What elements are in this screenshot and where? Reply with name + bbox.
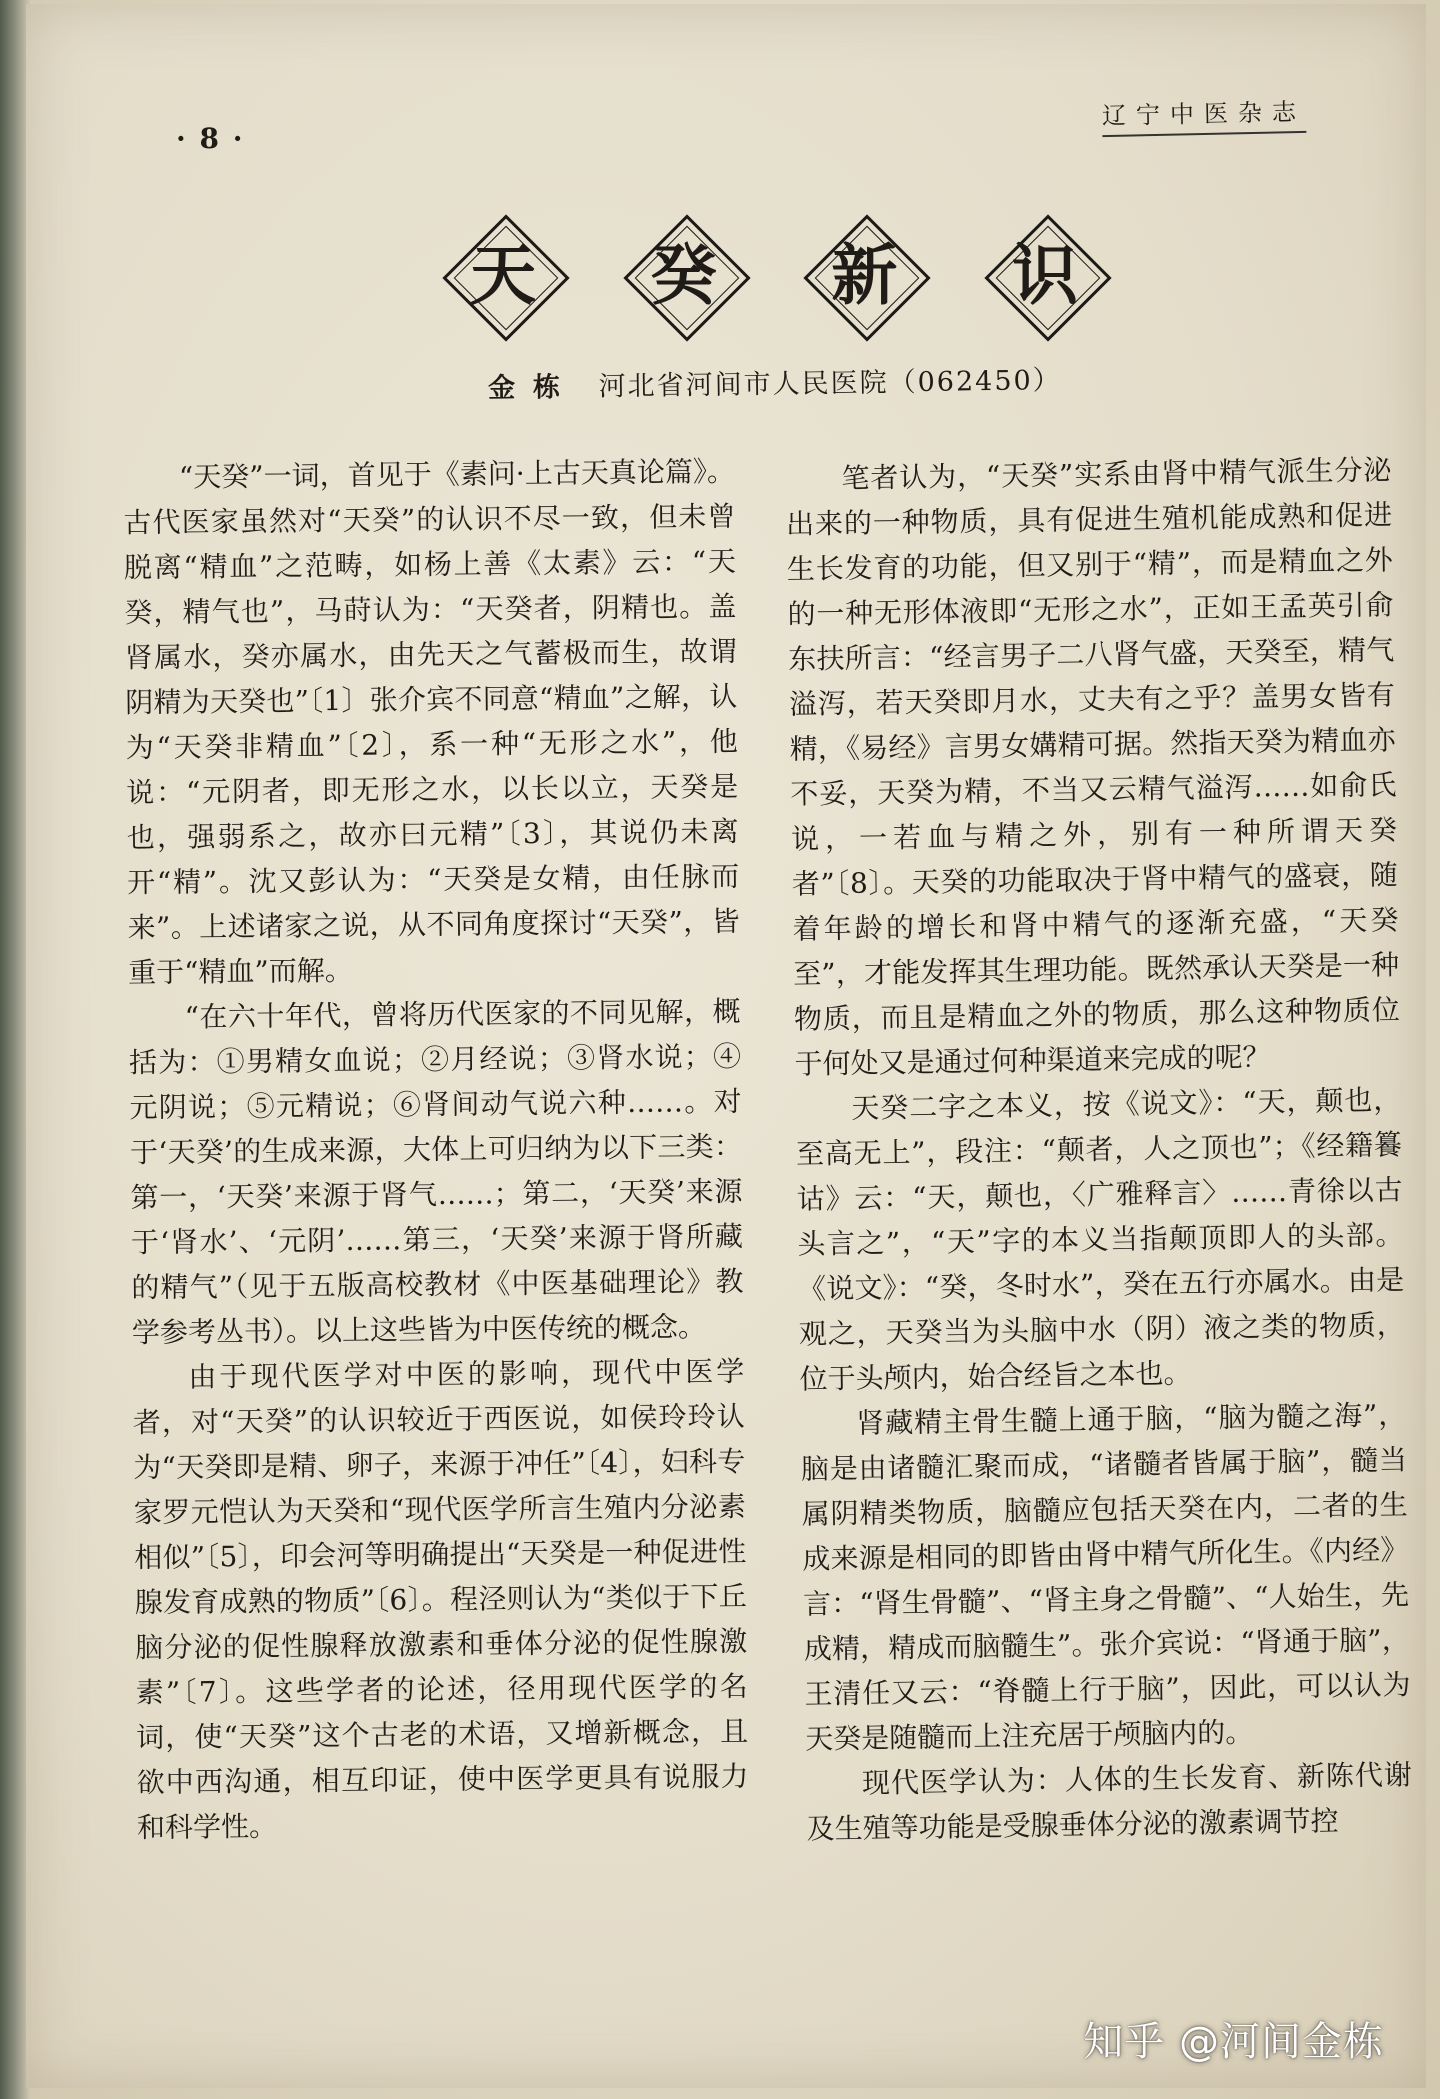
title-char: 癸 [650,236,717,314]
author-name: 金栋 [487,371,579,405]
left-column [123,449,750,1850]
body-paragraph: “天癸”一词，首见于《素问·上古天真论篇》。古代医家虽然对“天癸”的认识不尽一致，但未曾脱离“精血”之范畴，如杨上善《太素》云：“天癸，精气也”，马莳认为：“天癸者，阴精也。盖肾属水，癸亦属水，由先天之气蓄极而生，故谓阴精为天癸也”〔1〕张介宾不同意“精血”之解，认为“天癸非精血”〔2〕，系一种“无形之水”，他说：“元阴者，即无形之水，以长以立，天癸是也，强弱系之，故亦曰元精”〔3〕，其说仍未离开“精”。沈又彭认为：“天癸是女精，由任脉而来”。上述诸家之说，从不同角度探讨“天癸”，皆重于“精血”而解。 [123,454,740,990]
zhihu-watermark: 知乎 @河间金栋 [1083,2019,1384,2065]
bleed-through-text [106,154,117,184]
title-char: 天 [470,236,536,314]
body-paragraph: 肾藏精主骨生髓上通于脑，“脑为髓之海”，脑是由诸髓汇聚而成，“诸髓者皆属于脑”，髓当属阴精类物质，脑髓应包括天癸在内，二者的生成来源是相同的即皆由肾中精气所化生。《内经》言：“肾生骨髓”、“肾主身之骨髓”、“人始生，先成精，精成而脑髓生”。张介宾说：“肾通于脑”，王清任又云：“脊髓上行于脑”，因此，可以认为天癸是随髓而上注充居于颅脑内的。 [800,1398,1411,1756]
title-char-box [986,216,1104,334]
body-paragraph: 由于现代医学对中医的影响，现代中医学者，对“天癸”的认识较近于西医说，如侯玲玲认为“天癸即是精、卵子，来源于冲任”〔4〕，妇科专家罗元恺认为天癸和“现代医学所言生殖内分泌素相似”〔5〕，印会河等明确提出“天癸是一种促进性腺发育成熟的物质”〔6〕。程泾则认为“类似于下丘脑分泌的促性腺释放激素和垂体分泌的促性腺激素”〔7〕。这些学者的论述，径用现代医学的名词，使“天癸”这个古老的术语，又增新概念，且欲中西沟通，相互印证，使中医学更具有说服力和科学性。 [132,1354,749,1845]
article-title [444,200,1104,350]
title-char-box [805,216,923,334]
title-char-box [444,216,562,334]
page-number: · 8 · [176,122,245,155]
right-column [785,447,1413,1851]
journal-page [26,4,1426,2088]
title-char: 识 [1011,236,1078,314]
journal-name: 辽宁中医杂志 [1102,92,1307,137]
body-paragraph: 天癸二字之本义，按《说文》：“天，颠也，至高无上”，段注：“颠者，人之顶也”；《经籍籑诂》云：“天，颠也，〈广雅释言〉……青徐以古头言之”，“天”字的本义当指颠顶即人的头部。《说文》：“癸，冬时水”，癸在五行亦属水。由是观之，天癸当为头脑中水（阴）液之类的物质，位于头颅内，始合经旨之本也。 [795,1083,1406,1396]
body-paragraph: “在六十年代，曾将历代医家的不同见解，概括为：①男精女血说；②月经说；③肾水说；④元阴说；⑤元精说；⑥肾间动气说六种……。对于‘天癸’的生成来源，大体上可归纳为以下三类：第一，‘天癸’来源于肾气……；第二，‘天癸’来源于‘肾水’、‘元阴’……第三，‘天癸’来源于肾所藏的精气”（见于五版高校教材《中医基础理论》教学参考丛书）。以上这些皆为中医传统的概念。 [128,994,744,1350]
title-char: 新 [831,236,898,314]
body-paragraph: 现代医学认为：人体的生长发育、新陈代谢及生殖等功能是受腺垂体分泌的激素调节控 [806,1758,1413,1846]
body-paragraph: 笔者认为，“天癸”实系由肾中精气派生分泌出来的一种物质，具有促进生殖机能成熟和促进生长发育的功能，但又别于“精”，而是精血之外的一种无形体液即“无形之水”，正如王孟英引俞东扶所言：“经言男子二八肾气盛，天癸至，精气溢泻，若天癸即月水，丈夫有之乎？盖男女皆有精，《易经》言男女媾精可据。然指天癸为精血亦不妥，天癸为精，不当又云精气溢泻……如俞氏说，一若血与精之外，别有一种所谓天癸者”〔8〕。天癸的功能取决于肾中精气的盛衰，随着年龄的增长和肾中精气的逐渐充盛，“天癸至”，才能发挥其生理功能。既然承认天癸是一种物质，而且是精血之外的物质，那么这种物质位于何处又是通过何种渠道来完成的呢？ [785,453,1401,1081]
byline [488,358,1062,405]
title-char-box [625,216,743,334]
author-affiliation: 河北省河间市人民医院（062450） [598,364,1062,403]
